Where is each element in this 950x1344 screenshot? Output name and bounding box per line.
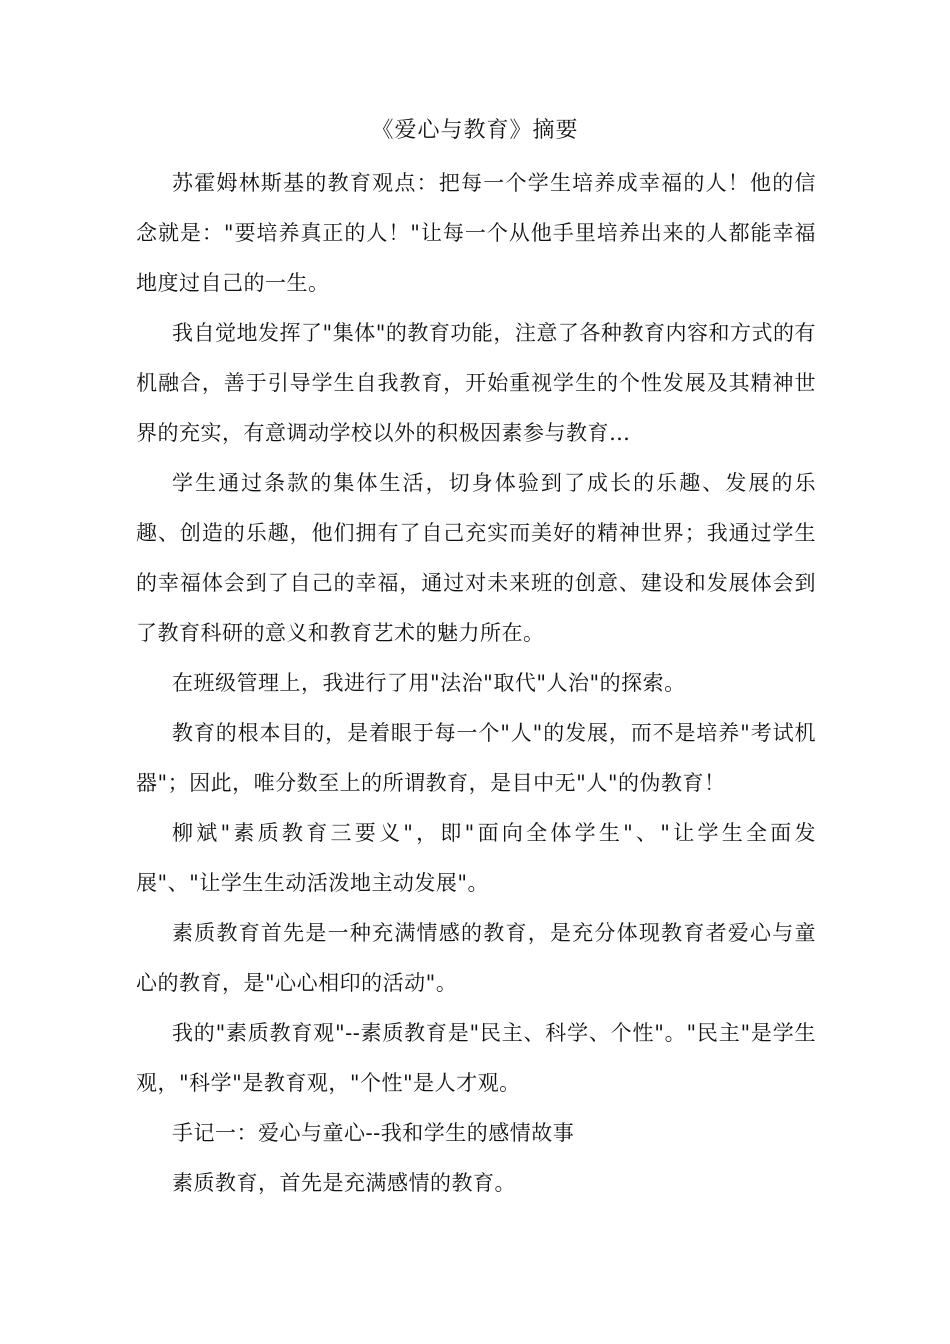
paragraph: 我的"素质教育观"--素质教育是"民主、科学、个性"。"民主"是学生观，"科学"是教育观，"个性"是人才观。 bbox=[136, 1021, 816, 1095]
paragraph: 学生通过条款的集体生活，切身体验到了成长的乐趣、发展的乐趣、创造的乐趣，他们拥有了自己充实而美好的精神世界；我通过学生的幸福体会到了自己的幸福，通过对未来班的创意、建设和发展体会到了教育科研的意义和教育艺术的魅力所在。 bbox=[136, 471, 816, 645]
paragraph: 在班级管理上，我进行了用"法治"取代"人治"的探索。 bbox=[172, 671, 686, 695]
paragraph: 手记一：爱心与童心--我和学生的感情故事 bbox=[172, 1121, 575, 1145]
paragraph: 教育的根本目的，是着眼于每一个"人"的发展，而不是培养"考试机器"；因此，唯分数至上的所谓教育，是目中无"人"的伪教育！ bbox=[136, 721, 816, 795]
paragraph: 素质教育，首先是充满感情的教育。 bbox=[172, 1171, 516, 1195]
paragraph: 我自觉地发挥了"集体"的教育功能，注意了各种教育内容和方式的有机融合，善于引导学生自我教育，开始重视学生的个性发展及其精神世界的充实，有意调动学校以外的积极因素参与教育… bbox=[136, 321, 816, 445]
paragraph: 苏霍姆林斯基的教育观点：把每一个学生培养成幸福的人！他的信念就是："要培养真正的人！"让每一个从他手里培养出来的人都能幸福地度过自己的一生。 bbox=[136, 171, 816, 295]
document-title: 《爱心与教育》摘要 bbox=[371, 118, 579, 143]
paragraph: 柳斌"素质教育三要义"，即"面向全体学生"、"让学生全面发展"、"让学生生动活泼地主动发展"。 bbox=[136, 821, 816, 895]
paragraph: 素质教育首先是一种充满情感的教育，是充分体现教育者爱心与童心的教育，是"心心相印的活动"。 bbox=[136, 921, 816, 995]
document-body bbox=[136, 158, 816, 1208]
